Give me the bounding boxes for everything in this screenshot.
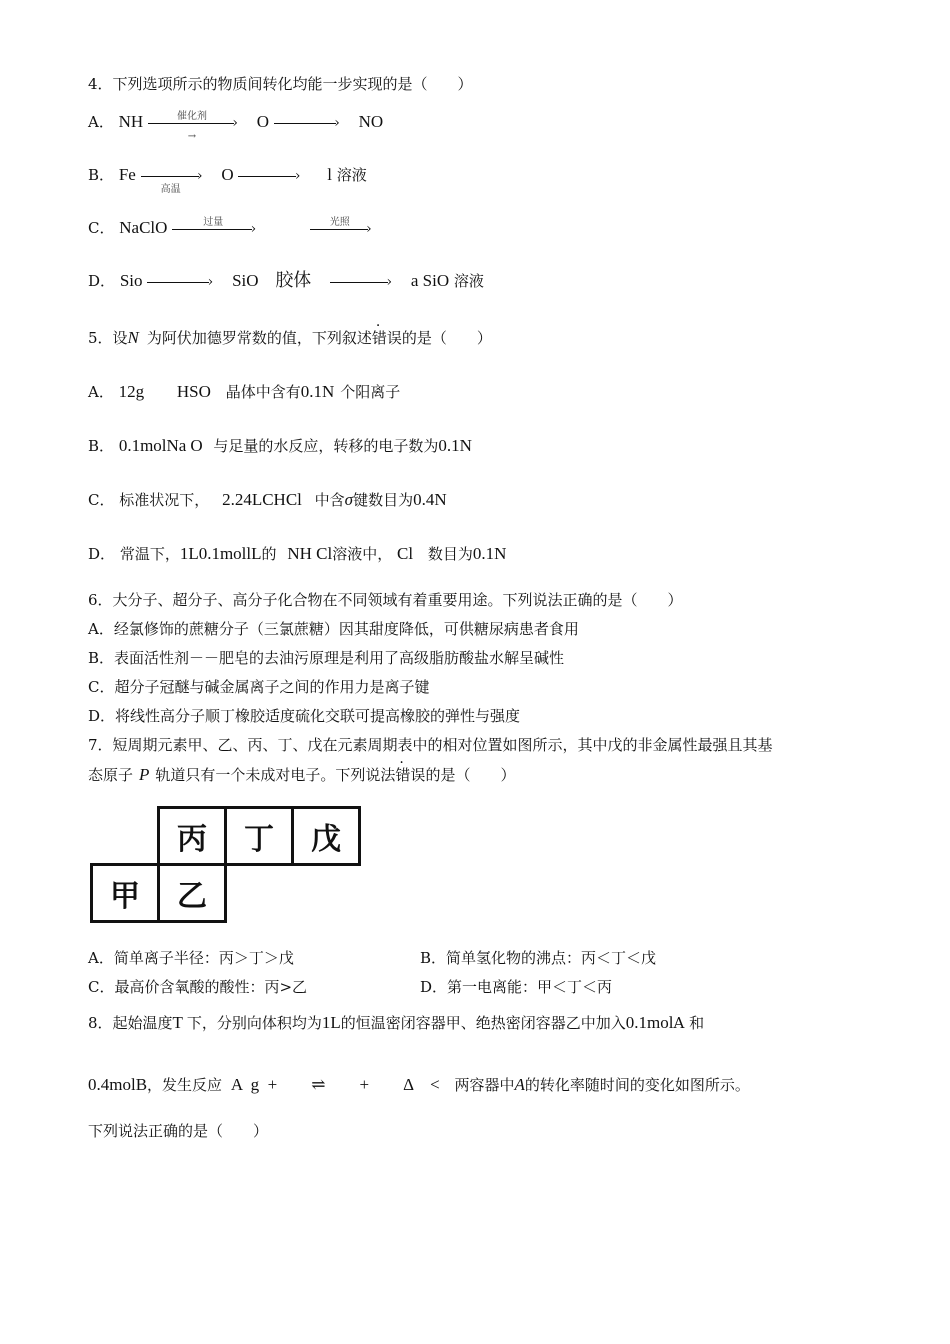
formula: NaClO <box>119 218 168 237</box>
reaction-arrow: › <box>330 272 390 292</box>
option-label: C． <box>88 219 115 237</box>
emphasis-text: 错误 <box>371 329 402 347</box>
reaction-arrow: 过量 › <box>172 219 254 239</box>
q8-stem-line1: 8．起始温度T 下，分别向体积均为1L的恒温密闭容器甲、绝热密闭容器乙中加入0.1molA 和 <box>88 1013 705 1032</box>
q6-option-a[interactable]: A．经氯修饰的蔗糖分子（三氯蔗糖）因其甜度降低，可供糖尿病患者食用 <box>88 620 579 638</box>
q4-option-d[interactable] <box>88 271 484 292</box>
option-label: B． <box>88 166 115 184</box>
q7-stem-line2: 态原子 P 轨道只有一个未成对电子。下列说法错误的是（ ） <box>88 765 516 784</box>
reaction-arrow: › <box>147 272 211 292</box>
emphasis-text: 错误 <box>395 766 426 784</box>
cell-yi: 乙 <box>159 865 226 922</box>
q4-option-b[interactable] <box>88 165 367 195</box>
reaction-arrow: › <box>274 113 338 133</box>
colloid-text: 胶体 <box>275 270 312 291</box>
reaction-arrow: 催化剂 › → <box>148 113 236 133</box>
arrow-condition: 光照 <box>329 217 350 228</box>
q7-option-a[interactable]: A．简单离子半径：丙＞丁＞戊 <box>88 949 294 967</box>
cell-jia: 甲 <box>92 865 159 922</box>
q7-option-d[interactable]: D．第一电离能：甲＜丁＜丙 <box>420 978 613 996</box>
option-label: C． <box>88 491 115 509</box>
q6-stem: 6．大分子、超分子、高分子化合物在不同领域有着重要用途。下列说法正确的是（ ） <box>88 591 683 609</box>
periodic-table-fragment <box>90 806 361 923</box>
option-label: D． <box>88 272 116 290</box>
formula: Fe <box>118 165 136 184</box>
q4-stem: 4．下列选项所示的物质间转化均能一步实现的是（ ） <box>88 75 473 93</box>
q8-stem-line2: 0.4molB，发生反应 A g + ⇌ + Δ < 两容器中A的转化率随时间的变化如图所示。 <box>88 1075 750 1094</box>
q7-option-b[interactable]: B．简单氢化物的沸点：丙＜丁＜戊 <box>420 949 657 967</box>
arrow-subcondition: 高温 <box>160 184 181 195</box>
reaction-arrow: 光照 › <box>310 219 370 239</box>
q7-option-c[interactable]: C．最高价含氧酸的酸性：丙>乙 <box>88 978 308 996</box>
q5-option-c[interactable]: C． 标准状况下， 2.24LCHCl 中含σ键数目为0.4N <box>88 490 447 509</box>
q5-option-d[interactable]: D． 常温下，1L0.1mollL的 NH Cl溶液中， Cl 数目为0.1N <box>88 544 507 563</box>
reaction-equation: A g + ⇌ + Δ < <box>230 1075 440 1094</box>
q6-option-b[interactable]: B．表面活性剂－－肥皂的去油污原理是利用了高级脂肪酸盐水解呈碱性 <box>88 649 565 667</box>
option-label: A． <box>88 113 114 131</box>
formula: Sio <box>119 271 143 290</box>
formula: a SiO <box>410 271 450 290</box>
formula: l <box>327 165 332 184</box>
arrow-condition: 过量 <box>203 217 224 228</box>
solution-text: 溶液 <box>336 166 367 184</box>
avogadro-symbol: N <box>127 328 139 347</box>
option-label: D． <box>88 545 116 563</box>
q4-option-a[interactable] <box>88 111 384 142</box>
option-label: A． <box>88 383 114 401</box>
arrow-condition: 催化剂 <box>176 111 207 122</box>
q5-option-b[interactable]: B． 0.1molNa O 与足量的水反应，转移的电子数为0.1N <box>88 436 472 455</box>
formula: SiO <box>232 271 259 290</box>
formula: NH <box>118 112 144 131</box>
q6-option-c[interactable]: C．超分子冠醚与碱金属离子之间的作用力是离子键 <box>88 678 430 696</box>
reaction-arrow: › <box>238 166 298 186</box>
q6-option-d[interactable]: D．将线性高分子顺丁橡胶适度硫化交联可提高橡胶的弹性与强度 <box>88 707 521 725</box>
formula: NO <box>358 112 384 131</box>
arrow-subcondition: → <box>187 131 197 142</box>
q5-stem: 5．设N 为阿伏加德罗常数的值，下列叙述错误的是（ ） <box>88 328 492 347</box>
cell-bing: 丙 <box>159 808 226 865</box>
q4-option-c[interactable] <box>88 218 370 239</box>
solution-text: 溶液 <box>453 272 484 290</box>
q5-option-a[interactable]: A． 12g HSO 晶体中含有0.1N 个阳离子 <box>88 382 401 401</box>
option-label: B． <box>88 437 115 455</box>
cell-ding: 丁 <box>226 808 293 865</box>
q8-stem-line3: 下列说法正确的是（ ） <box>88 1122 269 1140</box>
formula: O <box>221 165 234 184</box>
q7-stem-line1: 7．短周期元素甲、乙、丙、丁、戊在元素周期表中的相对位置如图所示，其中戊的非金属性最强且其基 <box>88 736 773 754</box>
cell-wu: 戊 <box>293 808 360 865</box>
reaction-arrow: › 高温 <box>141 166 201 186</box>
formula: O <box>256 112 270 131</box>
